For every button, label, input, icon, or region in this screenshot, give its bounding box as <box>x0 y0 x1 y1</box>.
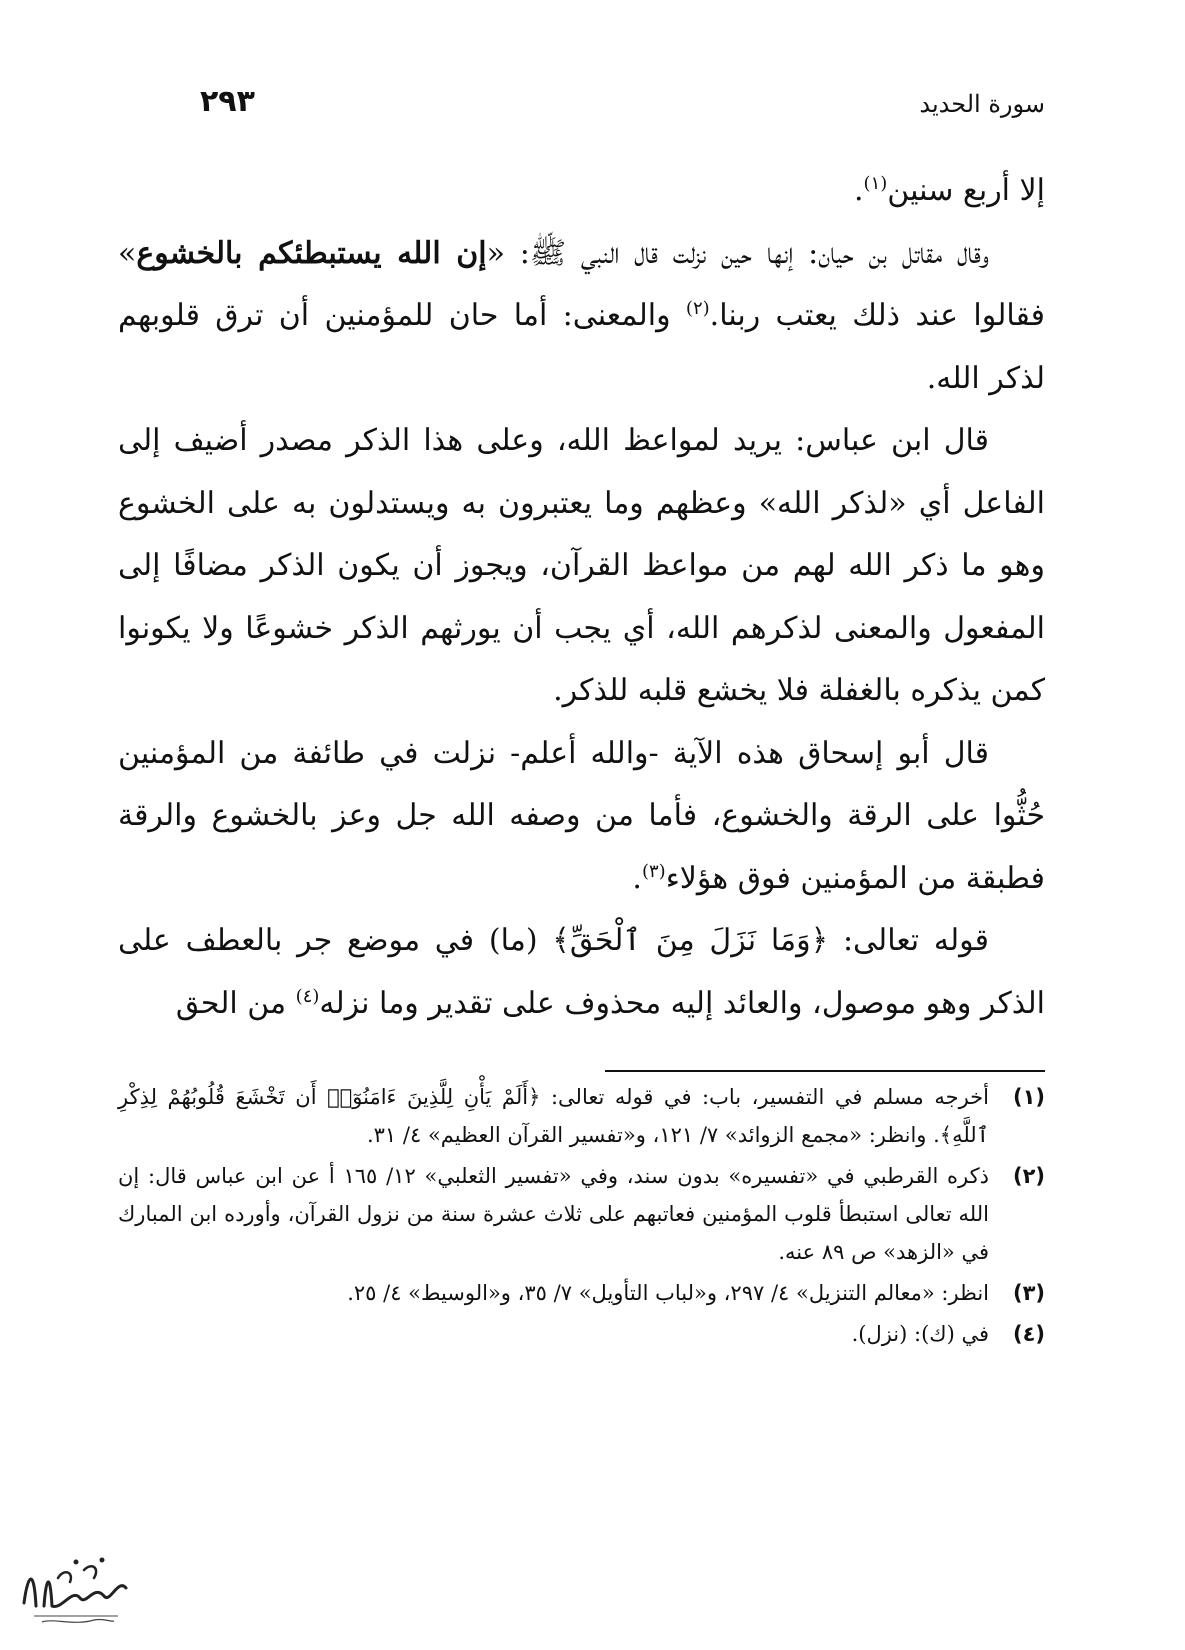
footnote-number: (١) <box>1012 1085 1045 1109</box>
footnote-4 <box>118 1315 1045 1353</box>
footnote-ref[interactable]: (٤) <box>295 985 320 1007</box>
paragraph-text: إلا أربع سنين <box>887 173 1045 208</box>
main-text <box>118 160 1045 1035</box>
paragraph-2 <box>118 223 1045 411</box>
footnote-ref[interactable]: (٢) <box>685 298 710 319</box>
footnote-number: (٤) <box>1012 1322 1045 1346</box>
footnote-separator <box>605 1070 1045 1072</box>
surah-name: سورة الحديد <box>919 90 1045 118</box>
footnote-ref[interactable]: (٣) <box>641 860 666 882</box>
footnotes <box>118 1078 1045 1356</box>
footnote-text: ذكره القرطبي في «تفسيره» بدون سند، وفي «تفسير الثعلبي» ١٢/ ١٦٥ أ عن ابن عباس قال: إن الله تعالى استبطأ قلوب المؤمنين فعاتبهم على ثلاث عشرة سنة من نزول القرآن، وأورده ابن المبارك في «الزهد» ص ٨٩ عنه. <box>118 1164 989 1264</box>
footnote-1 <box>118 1078 1045 1154</box>
paragraph-text: وقال مقاتل بن حيان: إنها حين نزلت قال النبي ﷺ: « <box>486 235 989 271</box>
paragraph-3: قال ابن عباس: يريد لمواعظ الله، وعلى هذا الذكر مصدر أضيف إلى الفاعل أي «لذكر الله» وعظهم وما يعتبرون به ويستدلون به على الخشوع وهو ما ذكر الله لهم من مواعظ القرآن، ويجوز أن يكون الذكر مضافًا إلى المفعول والمعنى لذكرهم الله، أي يجب أن يورثهم الذكر خشوعًا ولا يكونوا كمن يذكره بالغفلة فلا يخشع قلبه للذكر. <box>118 423 1045 708</box>
footnote-text: في (ك): (نزل). <box>851 1322 989 1346</box>
footnote-text: أخرجه مسلم في التفسير، باب: في قوله تعالى: ﴿أَلَمْ يَأْنِ لِلَّذِينَ ءَامَنُوٓا۟ أَن تَخْشَعَ قُلُوبُهُمْ لِذِكْرِ ٱللَّهِ﴾. وانظر: «مجمع الزوائد» ٧/ ١٢١، و«تفسير القرآن العظيم» ٤/ ٣١. <box>118 1085 989 1147</box>
paragraph-text: قوله تعالى: ﴿وَمَا نَزَلَ مِنَ ٱلْحَقِّ﴾ (ما) في موضع جر بالعطف على الذكر وهو موصول، والعائد إليه محذوف على تقدير وما نزله <box>118 923 1045 1021</box>
paragraph-text: من الحق <box>175 985 296 1021</box>
paragraph-4 <box>118 723 1045 911</box>
paragraph-text: » فقالوا عند ذلك يعتب ربنا. <box>118 235 1045 333</box>
paragraph-end: . <box>853 173 864 208</box>
footnote-2 <box>118 1157 1045 1271</box>
page-number: ٢٩٣ <box>200 84 255 119</box>
footnote-number: (٣) <box>1012 1281 1045 1305</box>
paragraph-end: . <box>632 860 642 896</box>
page-header <box>200 82 1045 132</box>
paragraph-text: قال أبو إسحاق هذه الآية -والله أعلم- نزلت في طائفة من المؤمنين حُثُّوا على الرقة والخشوع، فأما من وصفه الله جل وعز بالخشوع والرقة فطبقة من المؤمنين فوق هؤلاء <box>118 735 1045 896</box>
hadith-quote: إن الله يستبطئكم بالخشوع <box>136 235 487 271</box>
footnote-3 <box>118 1274 1045 1312</box>
paragraph-text: والمعنى: أما حان للمؤمنين أن ترق قلوبهم لذكر الله. <box>118 298 1045 396</box>
footnote-number: (٢) <box>1012 1164 1045 1188</box>
footnote-ref[interactable]: (١) <box>863 173 888 194</box>
publisher-logo-icon <box>14 1548 134 1628</box>
paragraph-1 <box>118 160 1045 223</box>
paragraph-5 <box>118 910 1045 1035</box>
footnote-text: انظر: «معالم التنزيل» ٤/ ٢٩٧، و«لباب التأويل» ٧/ ٣٥، و«الوسيط» ٤/ ٢٥. <box>347 1281 989 1305</box>
